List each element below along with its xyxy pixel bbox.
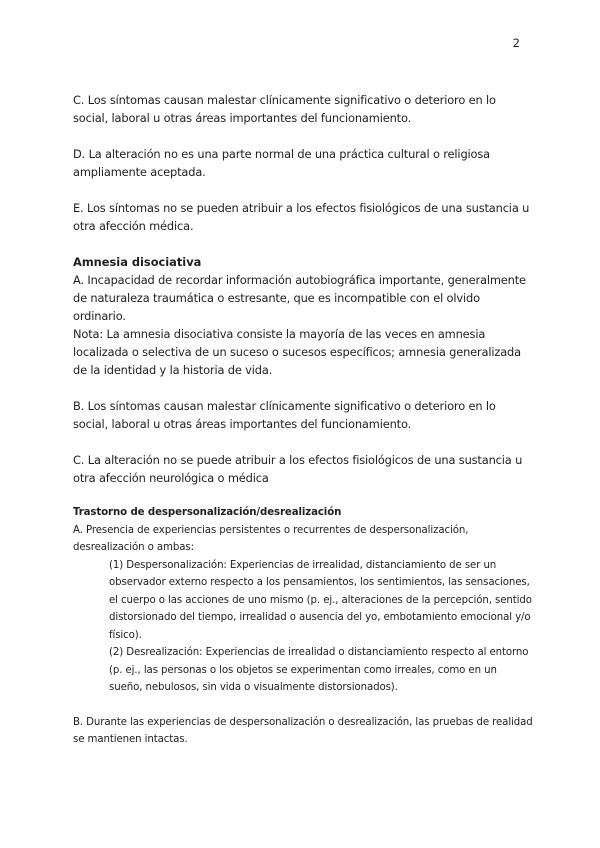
depersonalization-criterion-b: B. Durante las experiencias de despersonalización o desrealización, las pruebas de realidad se mantienen intactas. bbox=[73, 716, 533, 745]
depersonalization-criterion-a: A. Presencia de experiencias persistentes o recurrentes de despersonalización, desrealización o ambas: bbox=[73, 524, 469, 553]
page-content bbox=[73, 91, 533, 749]
criterion-e-paragraph: E. Los síntomas no se pueden atribuir a los efectos fisiológicos de una sustancia u otra afección médica. bbox=[73, 201, 530, 233]
amnesia-criterion-b: B. Los síntomas causan malestar clínicamente significativo o deterioro en lo social, laboral u otras áreas importantes del funcionamiento. bbox=[73, 399, 496, 431]
amnesia-criterion-c: C. La alteración no se puede atribuir a los efectos fisiológicos de una sustancia u otra afección neurológica o médica bbox=[73, 453, 523, 485]
depersonalization-section bbox=[73, 504, 533, 749]
amnesia-heading: Amnesia disociativa bbox=[73, 255, 202, 269]
criterion-c-paragraph: C. Los síntomas causan malestar clínicamente significativo o deterioro en lo social, laboral u otras áreas importantes del funcionamiento. bbox=[73, 93, 496, 125]
depersonalization-heading: Trastorno de despersonalización/desrealización bbox=[73, 507, 342, 518]
derealization-item-2: (2) Desrealización: Experiencias de irrealidad o distanciamiento respecto al entorno (p. ej., las personas o los objetos se experimentan como irreales, como en un sueño, nebulosos, sin vida o visualmente distorsionados). bbox=[109, 647, 529, 693]
amnesia-note: Nota: La amnesia disociativa consiste la mayoría de las veces en amnesia localizada o selectiva de un suceso o sucesos específicos; amnesia generalizada de la identidad y la historia de vida. bbox=[73, 327, 521, 377]
depersonalization-item-1: (1) Despersonalización: Experiencias de irrealidad, distanciamiento de ser un observador externo respecto a los pensamientos, los sentimientos, las sensaciones, el cuerpo o las acciones de uno mismo (p. ej., alteraciones de la percepción, sentido distorsionado del tiempo, irrealidad o ausencia del yo, embotamiento emocional y/o físico). bbox=[109, 559, 532, 641]
criterion-d-paragraph: D. La alteración no es una parte normal de una práctica cultural o religiosa ampliamente aceptada. bbox=[73, 147, 490, 179]
amnesia-criterion-a: A. Incapacidad de recordar información autobiográfica importante, generalmente de naturaleza traumática o estresante, que es incompatible con el olvido ordinario. bbox=[73, 273, 526, 323]
page-number: 2 bbox=[512, 36, 520, 50]
